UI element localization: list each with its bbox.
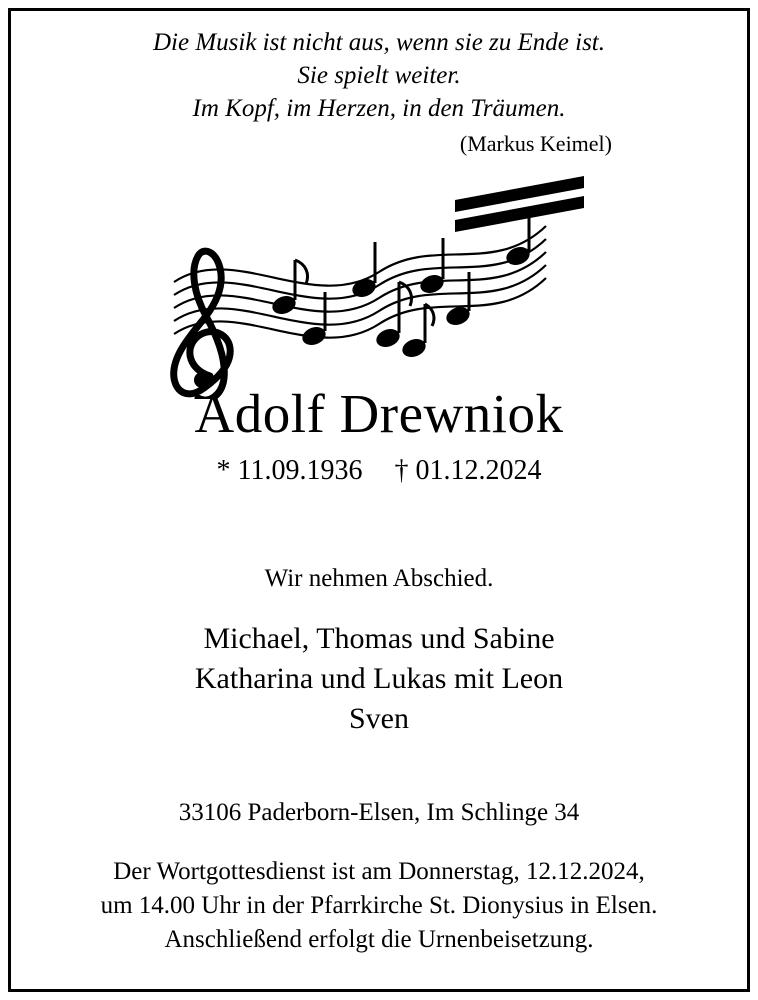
- farewell-text: Wir nehmen Abschied.: [264, 564, 494, 592]
- birth-date: 11.09.1936: [237, 454, 363, 486]
- service-line-2: um 14.00 Uhr in der Pfarrkirche St. Dionysius in Elsen.: [100, 892, 658, 920]
- family-line-2: Katharina und Lukas mit Leon: [194, 661, 564, 695]
- quote-line-3: Im Kopf, im Herzen, in den Träumen.: [192, 95, 566, 122]
- quote-block: [38, 26, 720, 158]
- death-date: 01.12.2024: [415, 454, 542, 486]
- quote-line-2: Sie spielt weiter.: [297, 62, 461, 89]
- family-line-3: Sven: [348, 702, 409, 736]
- service-line-1: Der Wortgottesdienst ist am Donnerstag, 12.12.2024,: [113, 858, 645, 886]
- birth-symbol: *: [216, 454, 231, 486]
- service-line-3: Anschließend erfolgt die Urnenbeisetzung.: [164, 926, 594, 954]
- death-symbol: †: [394, 454, 409, 486]
- life-dates: [217, 455, 542, 487]
- notice-content: [8, 8, 750, 992]
- deceased-name: Adolf Drewniok: [194, 383, 564, 445]
- quote-author: (Markus Keimel): [459, 131, 612, 156]
- family-names: [195, 619, 563, 740]
- service-details: [101, 855, 658, 957]
- address-line: 33106 Paderborn-Elsen, Im Schlinge 34: [178, 799, 580, 827]
- family-line-1: Michael, Thomas und Sabine: [203, 621, 555, 655]
- quote-line-1: Die Musik ist nicht aus, wenn sie zu Ende ist.: [152, 29, 606, 56]
- music-notes-illustration: [114, 164, 584, 399]
